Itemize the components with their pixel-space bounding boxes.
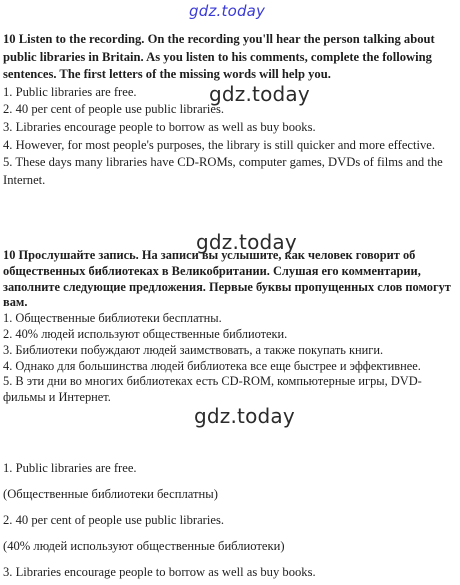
russian-exercise — [3, 248, 455, 406]
exercise-item-en: 1. Public libraries are free. — [3, 84, 137, 99]
answer-line: 2. 40 per cent of people use public libraries. — [3, 513, 225, 527]
exercise-heading-ru: 10 Прослушайте запись. На записи вы услышите, как человек говорит об общественных библиотеках в Великобритании. Слушая его комментарии, заполните следующие предложения. Первые буквы пропущенных слов помогут вам. — [3, 248, 451, 310]
exercise-item-ru: 2. 40% людей используют общественные библиотеки. — [3, 326, 288, 341]
english-exercise — [3, 31, 455, 189]
watermark: gdz.today — [209, 82, 310, 106]
exercise-item-en: 3. Libraries encourage people to borrow as well as buy books. — [3, 119, 316, 134]
exercise-item-en: 4. However, for most people's purposes, the library is still quicker and more effective. — [3, 137, 436, 152]
exercise-heading-en: 10 Listen to the recording. On the recording you'll hear the person talking about public libraries in Britain. As you listen to his comments, complete the following sentences. The first letters of the missing words will help you. — [3, 32, 435, 82]
answer-line: 1. Public libraries are free. — [3, 461, 137, 475]
exercise-item-ru: 1. Общественные библиотеки бесплатны. — [3, 311, 222, 326]
watermark-top: gdz.today — [189, 2, 266, 20]
answer-translation: (Общественные библиотеки бесплатны) — [3, 487, 218, 501]
answers-section — [3, 455, 455, 585]
exercise-item-en: 5. These days many libraries have CD-ROMs, computer games, DVDs of films and the Internet. — [3, 155, 443, 187]
answer-translation: (40% людей используют общественные библиотеки) — [3, 539, 285, 553]
answer-line: 3. Libraries encourage people to borrow as well as buy books. — [3, 565, 316, 579]
exercise-item-ru: 4. Однако для большинства людей библиотека все еще быстрее и эффективнее. — [3, 358, 421, 373]
exercise-item-en: 2. 40 per cent of people use public libraries. — [3, 102, 225, 117]
watermark: gdz.today — [194, 404, 295, 428]
watermark: gdz.today — [196, 230, 297, 254]
exercise-item-ru: 3. Библиотеки побуждают людей заимствовать, а также покупать книги. — [3, 342, 384, 357]
exercise-item-ru: 5. В эти дни во многих библиотеках есть CD-ROM, компьютерные игры, DVD-фильмы и Интернет. — [3, 374, 422, 405]
